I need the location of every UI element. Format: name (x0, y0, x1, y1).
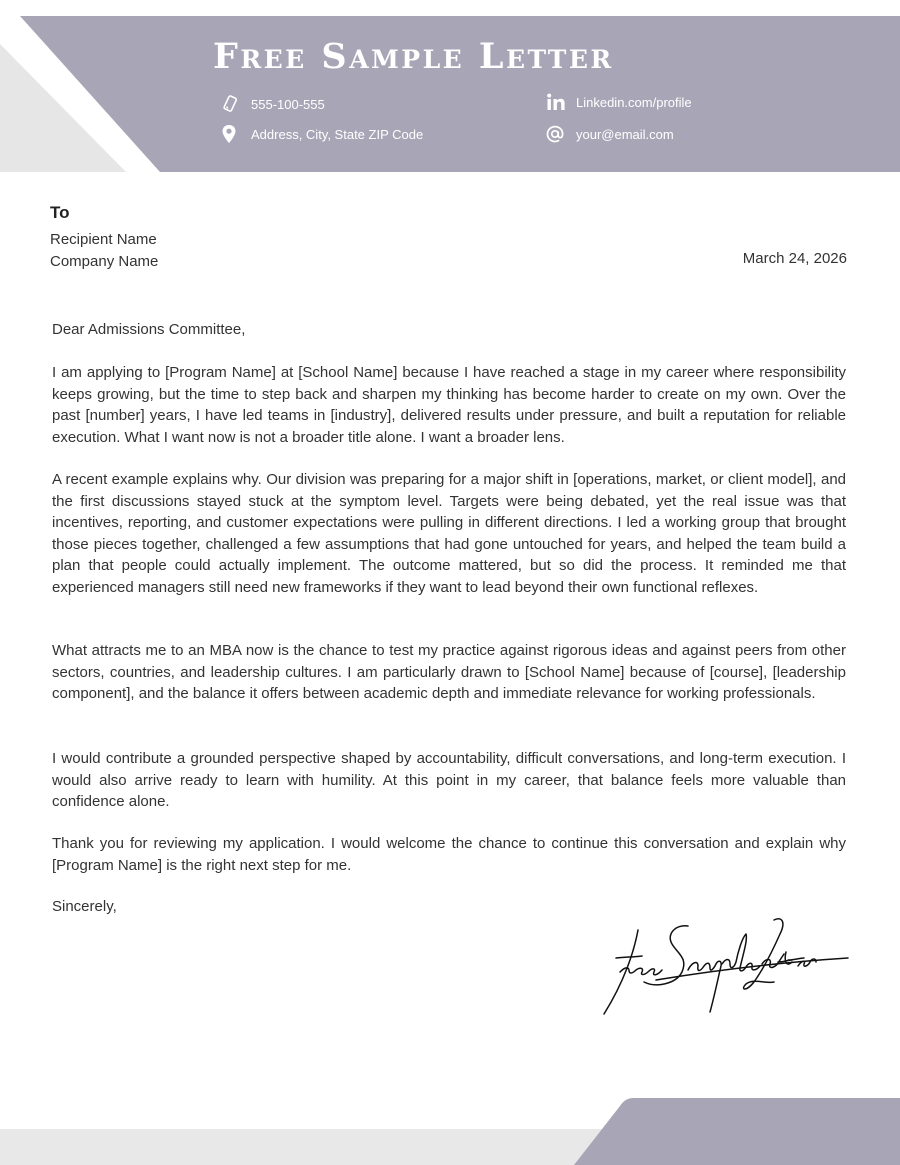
header-corner-decoration (0, 16, 160, 172)
handwritten-signature (596, 912, 856, 1022)
phone-number: 555-100-555 (251, 96, 325, 112)
salutation: Dear Admissions Committee, (52, 321, 246, 338)
contact-linkedin (546, 92, 692, 112)
letterhead-title: Free Sample Letter (213, 36, 614, 77)
closing: Sincerely, (52, 898, 117, 915)
contact-email (546, 124, 674, 144)
at-sign-icon (546, 124, 568, 144)
body-paragraph: I am applying to [Program Name] at [School Name] because I have reached a stage in my career where responsibility keeps growing, but the time to step back and sharpen my thinking has become harder to create on my own. Over the past [number] years, I have led teams in [industry], delivered results under pressure, and built a reputation for reliable execution. What I want now is not a broader title alone. I want a broader lens. (52, 364, 846, 446)
linkedin-url: Linkedin.com/profile (576, 94, 692, 110)
contact-phone (221, 94, 325, 114)
letter-date: March 24, 2026 (742, 250, 847, 267)
phone-icon (221, 94, 243, 114)
body-paragraph: Thank you for reviewing my application. I would welcome the chance to continue this conversation and explain why [Program Name] is the right next step for me. (52, 835, 846, 874)
body-paragraph: What attracts me to an MBA now is the chance to test my practice against rigorous ideas and against peers from other sectors, countries, and leadership cultures. I am particularly drawn to [School Name] because of [course], [leadership component], and the balance it offers between academic depth and immediate relevance for working professionals. (52, 642, 846, 702)
address-text: Address, City, State ZIP Code (251, 126, 424, 142)
footer-decoration (0, 1096, 900, 1165)
email-address: your@email.com (576, 126, 674, 142)
contact-address (221, 124, 423, 144)
recipient-name: Recipient Name (50, 231, 157, 248)
body-paragraph: I would contribute a grounded perspective shaped by accountability, difficult conversations, and long-term execution. I would also arrive ready to learn with humility. At this point in my career, that balance feels more valuable than confidence alone. (52, 750, 846, 810)
body-paragraph: A recent example explains why. Our division was preparing for a major shift in [operations, market, or client model], and the first discussions stayed stuck at the symptom level. Targets were being debated, yet the real issue was that incentives, reporting, and customer expectations were pulling in different directions. I led a working group that brought those pieces together, challenged a few assumptions that had gone untouched for years, and helped the team build a plan that people could actually implement. The outcome mattered, but so did the process. It reminded me that experienced managers still need new frameworks if they want to lead beyond their own functional reflexes. (52, 471, 846, 596)
linkedin-icon (546, 92, 568, 112)
to-label: To (50, 203, 70, 222)
location-pin-icon (221, 124, 243, 144)
company-name: Company Name (50, 253, 159, 270)
